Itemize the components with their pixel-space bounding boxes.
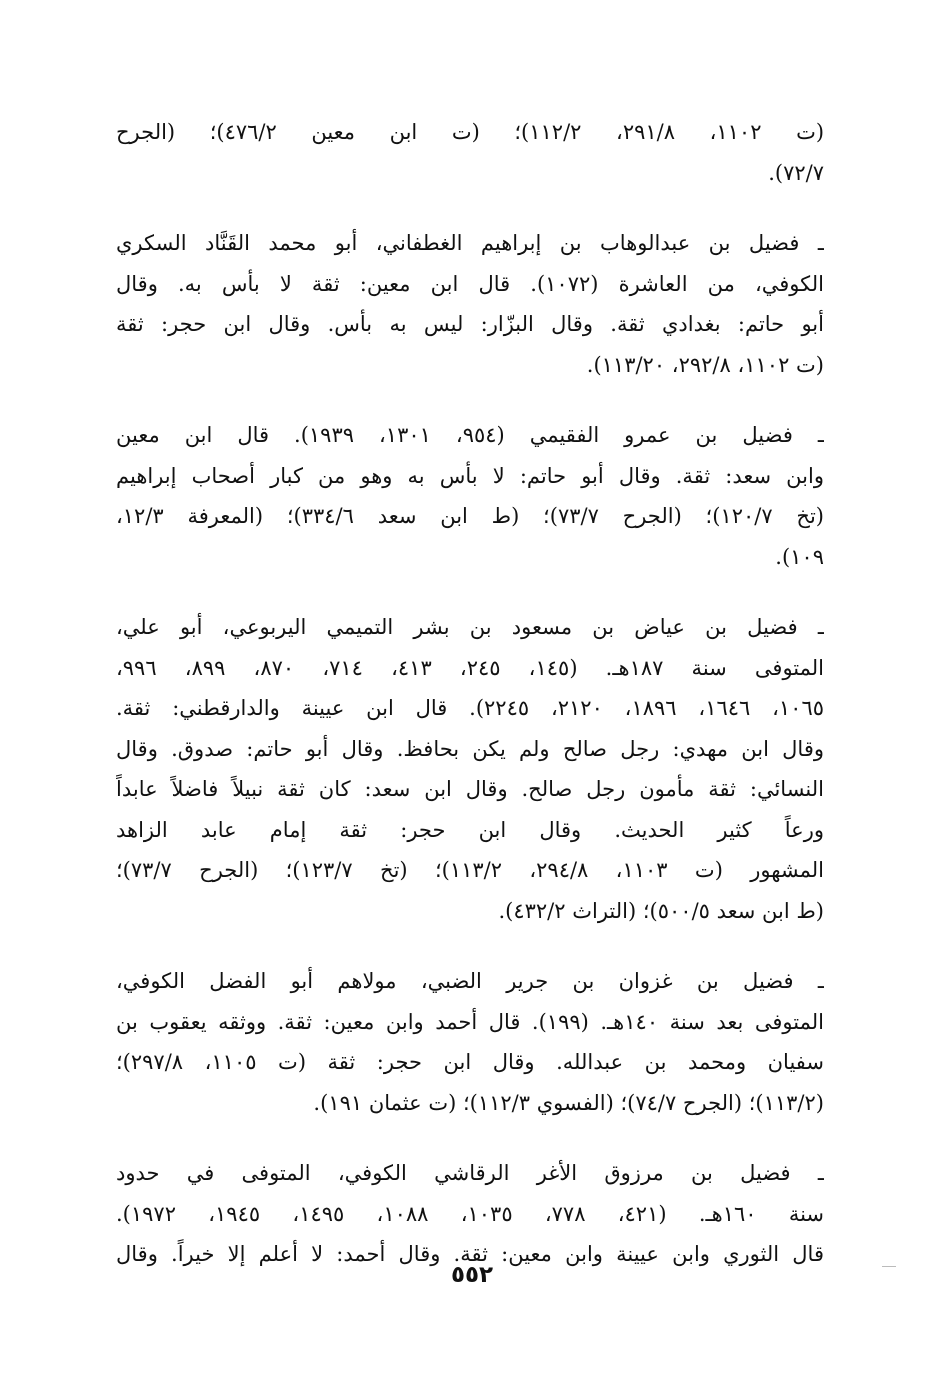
text-line: (ت ١١٠٢، ٢٩١/٨، ١١٢/٢)؛ (ت ابن معين ٤٧٦/٢)؛ (الجرح [116, 120, 824, 144]
text-line: النسائي: ثقة مأمون رجل صالح. وقال ابن سعد: كان ثقة نبيلاً فاضلاً عابداً [116, 777, 824, 801]
text-line: المتوفى سنة ١٨٧هـ. (١٤٥، ٢٤٥، ٤١٣، ٧١٤، ٨٧٠، ٨٩٩، ٩٩٦، [116, 655, 824, 680]
text-line: ـ فضيل بن غزوان بن جرير الضبي، مولاهم أبو الفضل الكوفي، [116, 969, 824, 993]
text-line: وقال ابن مهدي: رجل صالح ولم يكن بحافظ. وقال أبو حاتم: صدوق. وقال [116, 736, 824, 761]
entry-fudayl-ibn-iyad [116, 607, 824, 931]
text-line: ـ فضيل بن عمرو الفقيمي (٩٥٤، ١٣٠١، ١٩٣٩). قال ابن معين [116, 423, 824, 447]
text-line: (تخ ١٢٠/٧)؛ (الجرح ٧٣/٧)؛ (ط ابن سعد ٣٣٤/٦)؛ (المعرفة ١٢/٣، [116, 504, 824, 528]
entry-fudayl-ibn-marzuq [116, 1153, 824, 1275]
text-line: سفيان ومحمد بن عبدالله. وقال ابن حجر: ثقة (ت ١١٠٥، ٢٩٧/٨)؛ [116, 1050, 824, 1074]
text-line: أبو حاتم: بغدادي ثقة. وقال البزّار: ليس به بأس. وقال ابن حجر: ثقة [116, 312, 824, 336]
text-line: ١٠٩). [775, 544, 824, 569]
text-line: ـ فضيل بن عبدالوهاب بن إبراهيم الغطفاني، أبو محمد القَنَّاد السكري [116, 231, 824, 255]
entry-fudayl-ibn-ghazwan [116, 961, 824, 1123]
entry-fudayl-ibn-amr [116, 415, 824, 577]
text-line: الكوفي، من العاشرة (١٠٧٢). قال ابن معين: ثقة لا بأس به. وقال [116, 271, 824, 296]
text-line: قال الثوري وابن عيينة وابن معين: ثقة. وقال أحمد: لا أعلم إلا خيراً. وقال [116, 1242, 824, 1266]
page-body [116, 112, 824, 1305]
text-line: (ت ١١٠٢، ٢٩٢/٨، ١١٣/٢٠). [586, 352, 824, 377]
text-line: المتوفى بعد سنة ١٤٠هـ. (١٩٩). قال أحمد وابن معين: ثقة. ووثقه يعقوب بن [116, 1009, 824, 1034]
text-line: وابن سعد: ثقة. وقال أبو حاتم: لا بأس به وهو من كبار أصحاب إبراهيم [116, 463, 824, 488]
text-line: (١١٣/٢)؛ (الجرح ٧٤/٧)؛ (الفسوي ١١٢/٣)؛ (ت عثمان ١٩١). [313, 1090, 824, 1115]
page-number: ٥٥٢ [450, 1262, 494, 1288]
text-line: المشهور (ت ١١٠٣، ٢٩٤/٨، ١١٣/٢)؛ (تخ ١٢٣/٧)؛ (الجرح ٧٣/٧)؛ [116, 858, 824, 882]
entry-fudayl-ibn-abdulwahhab [116, 223, 824, 385]
entry-continuation [116, 112, 824, 193]
text-line: ورعاً كثير الحديث. وقال ابن حجر: ثقة إمام عابد الزاهد [116, 817, 824, 842]
text-line: سنة ١٦٠هـ. (٤٢١، ٧٧٨، ١٠٣٥، ١٠٨٨، ١٤٩٥، ١٩٤٥، ١٩٧٢). [116, 1201, 824, 1226]
text-line: ـ فضيل بن عياض بن مسعود بن بشر التميمي اليربوعي، أبو علي، [116, 615, 824, 639]
text-line: ٧٢/٧). [768, 160, 824, 185]
text-line: (ط ابن سعد ٥٠٠/٥)؛ (التراث ٤٣٢/٢). [498, 898, 824, 923]
text-line: ١٠٦٥، ١٦٤٦، ١٨٩٦، ٢١٢٠، ٢٢٤٥). قال ابن عيينة والدارقطني: ثقة. [116, 696, 824, 720]
text-line: ـ فضيل بن مرزوق الأغر الرقاشي الكوفي، المتوفى في حدود [116, 1161, 824, 1185]
